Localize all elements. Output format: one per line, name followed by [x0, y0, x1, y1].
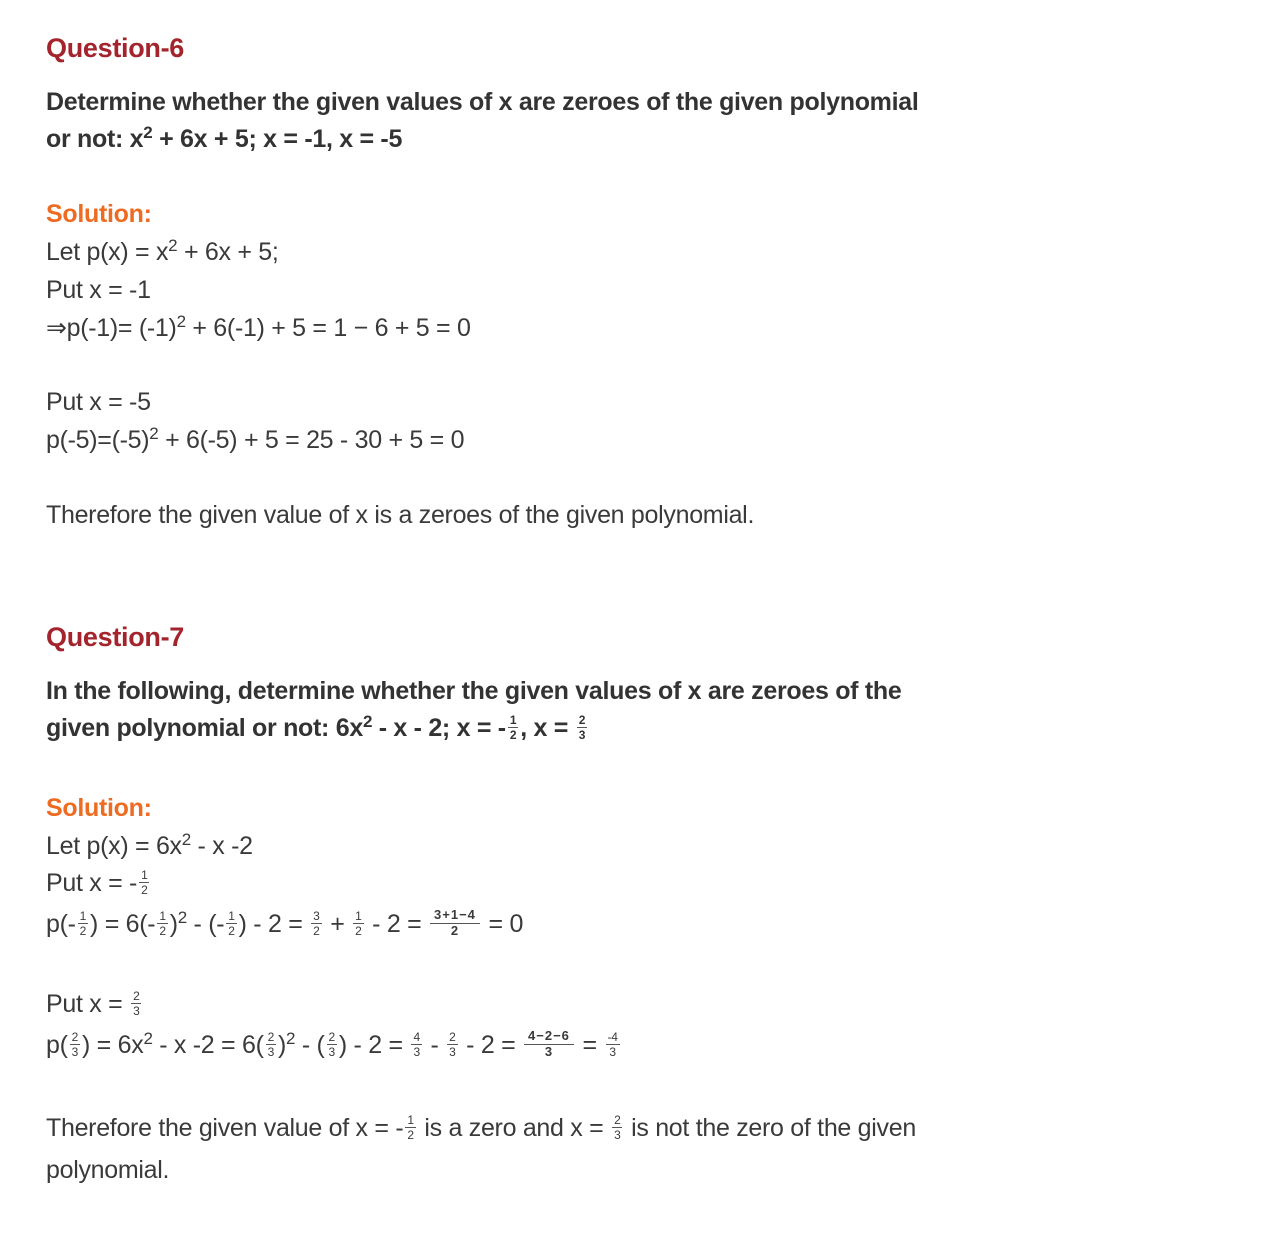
text-segment: ): [277, 1031, 287, 1059]
text-segment: - (: [295, 1031, 325, 1059]
solution-7-line-2: [46, 869, 151, 898]
solution-7-line-1: [46, 832, 253, 861]
text-segment: ): [169, 910, 178, 938]
fraction-numerator: 1: [355, 908, 362, 923]
question-7-title: Question-7: [46, 622, 185, 652]
fraction-numerator: 1: [79, 908, 87, 923]
fraction-denominator: 2: [407, 1127, 414, 1142]
fraction-numerator: 1: [141, 867, 148, 882]
text-segment: + 6(-5) + 5 = 25 - 30 + 5 = 0: [158, 426, 465, 454]
text-segment: is a zero and x =: [417, 1114, 611, 1142]
text-segment: + 6(-1) + 5 = 1 − 6 + 5 = 0: [185, 314, 471, 342]
text-segment: - x -2: [190, 832, 253, 860]
text-segment: p(: [46, 1031, 68, 1059]
fraction: [226, 910, 236, 937]
text-segment: is not the zero of the given polynomial.: [46, 1114, 916, 1184]
text-segment: In the following, determine whether the given values of x are zeroes of the given polynomial or not: 6x: [46, 677, 902, 742]
fraction-numerator: -4: [607, 1029, 618, 1044]
text-segment: +: [323, 910, 352, 938]
fraction-denominator: 3: [328, 1044, 335, 1059]
fraction: [131, 990, 141, 1017]
fraction-denominator: 3: [614, 1127, 621, 1142]
fraction: [430, 909, 480, 937]
text-segment: -: [423, 1031, 446, 1059]
fraction-numerator: 1: [509, 712, 517, 727]
fraction-one-half: [508, 714, 518, 741]
text-segment: - 2 =: [459, 1031, 523, 1059]
fraction: [606, 1031, 620, 1058]
fraction-numerator: 2: [267, 1029, 274, 1044]
fraction: [139, 869, 149, 896]
solution-7-label: Solution:: [46, 794, 152, 822]
fraction: [266, 1031, 276, 1058]
text-segment: p(-: [46, 910, 76, 938]
fraction: [78, 910, 88, 937]
fraction: [411, 1031, 421, 1058]
exponent: 2: [286, 1029, 296, 1048]
solution-6-line-2: Put x = -1: [46, 276, 151, 304]
question-6-text: [46, 84, 926, 158]
question-7-text: [46, 673, 926, 747]
fraction-numerator: 4: [413, 1029, 420, 1044]
text-segment: = 0: [481, 910, 524, 938]
solution-6-label: Solution:: [46, 200, 152, 228]
exponent: 2: [177, 908, 187, 927]
exponent: 2: [362, 712, 373, 731]
text-segment: Let p(x) = 6x: [46, 832, 182, 860]
solution-6-line-5: [46, 426, 464, 455]
text-segment: + 6x + 5; x = -1, x = -5: [152, 125, 403, 153]
solution-7-line-3: [46, 907, 524, 939]
fraction-denominator: 2: [159, 923, 166, 938]
fraction-numerator: 3+1−4: [430, 909, 480, 924]
text-segment: - (-: [186, 910, 225, 938]
fraction-denominator: 3: [133, 1003, 140, 1018]
fraction: [612, 1114, 622, 1141]
solution-6-line-3: [46, 313, 471, 343]
solution-6-conclusion: Therefore the given value of x is a zeroes of the given polynomial.: [46, 501, 755, 529]
text-segment: Put x =: [46, 990, 130, 1018]
exponent: 2: [143, 1029, 153, 1048]
fraction-numerator: 1: [407, 1112, 414, 1127]
question-6-title: Question-6: [46, 33, 185, 63]
fraction: [70, 1031, 80, 1058]
fraction-numerator: 4−2−6: [524, 1030, 574, 1045]
text-segment: Therefore the given value of x = -: [46, 1114, 404, 1142]
fraction-numerator: 2: [578, 712, 586, 727]
fraction-numerator: 1: [159, 908, 166, 923]
exponent: 2: [176, 312, 186, 331]
fraction-denominator: 2: [228, 923, 235, 938]
fraction-numerator: 2: [328, 1029, 335, 1044]
text-segment: ) = 6(-: [90, 910, 156, 938]
fraction: [157, 910, 167, 937]
fraction-numerator: 2: [449, 1029, 456, 1044]
text-segment: p(-5)=(-5): [46, 426, 150, 454]
text-segment: Determine whether the given values of x are zeroes of the given polynomial or not: x: [46, 88, 919, 153]
fraction: [405, 1114, 415, 1141]
fraction: [311, 910, 321, 937]
exponent: 2: [168, 236, 178, 255]
fraction-numerator: 2: [71, 1029, 79, 1044]
fraction-denominator: 3: [449, 1044, 456, 1059]
fraction: [327, 1031, 337, 1058]
text-segment: , x =: [520, 714, 575, 742]
exponent: 2: [181, 830, 191, 849]
fraction-denominator: 2: [509, 727, 517, 742]
fraction-numerator: 3: [313, 908, 320, 923]
fraction-numerator: 2: [133, 988, 140, 1003]
fraction-denominator: 3: [544, 1044, 554, 1060]
fraction-denominator: 2: [313, 923, 320, 938]
fraction-denominator: 2: [355, 923, 362, 938]
text-segment: Let p(x) = x: [46, 238, 169, 266]
text-segment: - x - 2; x = -: [372, 714, 506, 742]
text-segment: + 6x + 5;: [177, 238, 279, 266]
fraction-denominator: 3: [578, 727, 586, 742]
text-segment: ) - 2 =: [338, 1031, 410, 1059]
solution-6-line-4: Put x = -5: [46, 388, 151, 416]
fraction-denominator: 3: [267, 1044, 274, 1059]
fraction: [353, 910, 363, 937]
fraction-numerator: 2: [614, 1112, 621, 1127]
text-segment: ) - 2 =: [238, 910, 310, 938]
fraction-denominator: 2: [141, 882, 148, 897]
solution-6-line-1: [46, 238, 279, 267]
text-segment: ⇒p(-1)= (-1): [46, 314, 177, 342]
text-segment: - 2 =: [365, 910, 429, 938]
text-segment: =: [575, 1031, 604, 1059]
fraction: [447, 1031, 457, 1058]
fraction-denominator: 3: [413, 1044, 420, 1059]
fraction-denominator: 2: [450, 923, 460, 939]
text-segment: - x -2 = 6(: [152, 1031, 264, 1059]
solution-7-line-4: [46, 990, 143, 1019]
fraction: [524, 1030, 574, 1058]
fraction-two-thirds: [577, 714, 587, 741]
text-segment: ) = 6x: [82, 1031, 144, 1059]
fraction-denominator: 2: [79, 923, 87, 938]
solution-7-conclusion: [46, 1107, 926, 1191]
fraction-denominator: 3: [609, 1044, 616, 1059]
text-segment: Put x = -: [46, 869, 138, 897]
fraction-numerator: 1: [228, 908, 235, 923]
solution-7-line-5: [46, 1028, 622, 1060]
exponent: 2: [149, 424, 159, 443]
fraction-denominator: 3: [71, 1044, 79, 1059]
exponent: 2: [143, 123, 153, 142]
